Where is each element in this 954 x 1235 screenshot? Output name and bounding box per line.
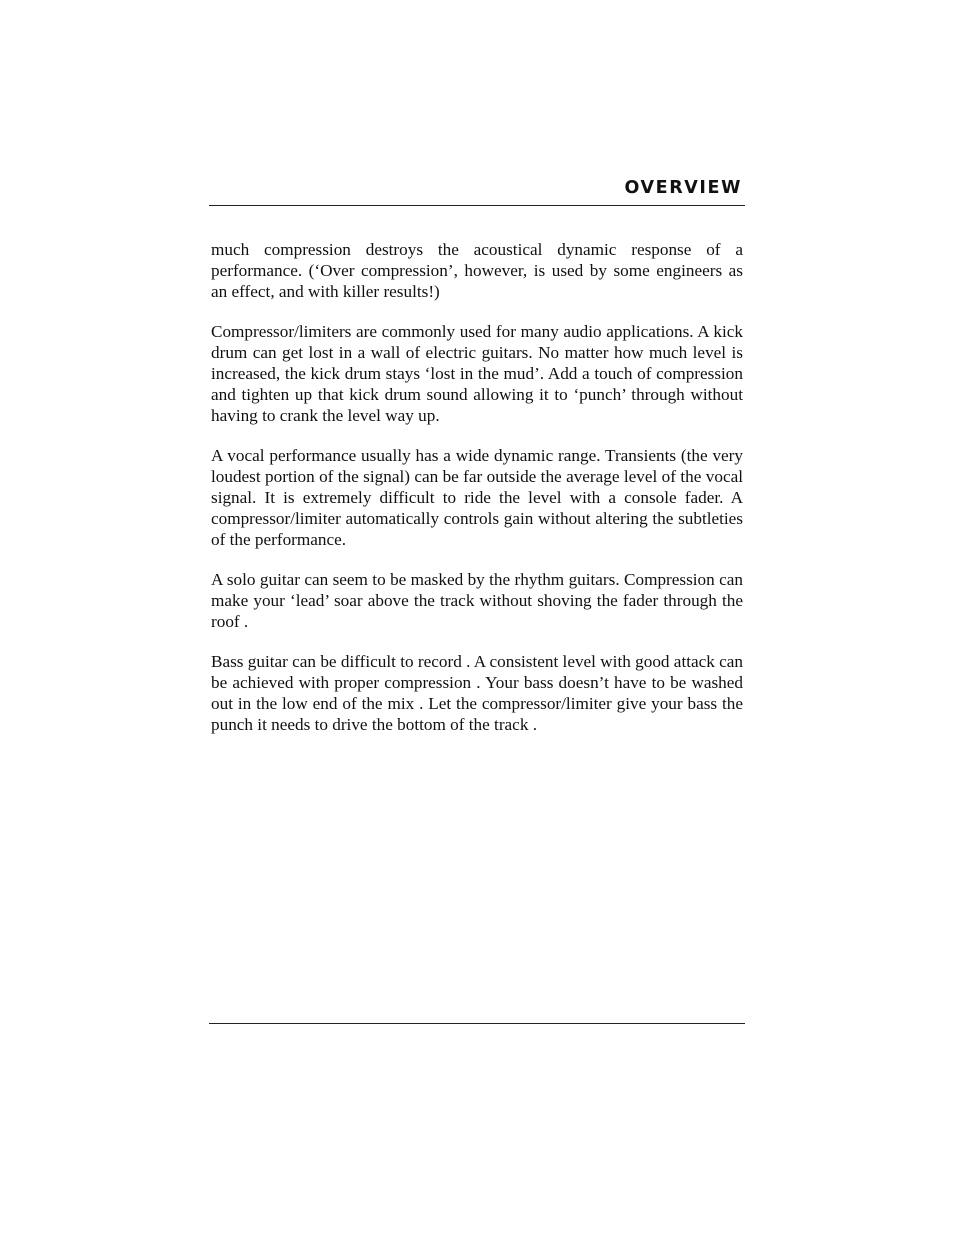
body-text (211, 239, 743, 754)
paragraph-4: A solo guitar can seem to be masked by the rhythm guitars. Compression can make your ‘lead’ soar above the track without shoving the fader through the roof . (211, 570, 743, 631)
paragraph-2: Compressor/limiters are commonly used for many audio applications. A kick drum can get lost in a wall of electric guitars. No matter how much level is increased, the kick drum stays ‘lost in the mud’. Add a touch of compression and tighten up that kick drum sound allowing it to ‘punch’ through without having to crank the level way up. (211, 322, 743, 425)
page-header-title: OVERVIEW (624, 178, 742, 198)
paragraph-3: A vocal performance usually has a wide dynamic range. Transients (the very loudest portion of the signal) can be far outside the average level of the vocal signal. It is extremely difficult to ride the level with a console fader. A compressor/limiter automatically controls gain without altering the subtleties of the performance. (211, 446, 743, 549)
paragraph-5: Bass guitar can be difficult to record . A consistent level with good attack can be achieved with proper compression . Your bass doesn’t have to be washed out in the low end of the mix . Let the compressor/limiter give your bass the punch it needs to drive the bottom of the track . (211, 652, 743, 734)
header-divider (209, 205, 745, 206)
paragraph-1: much compression destroys the acoustical dynamic response of a performance. (‘Over compression’, however, is used by some engineers as an effect, and with killer results!) (211, 240, 743, 301)
footer-divider (209, 1023, 745, 1024)
